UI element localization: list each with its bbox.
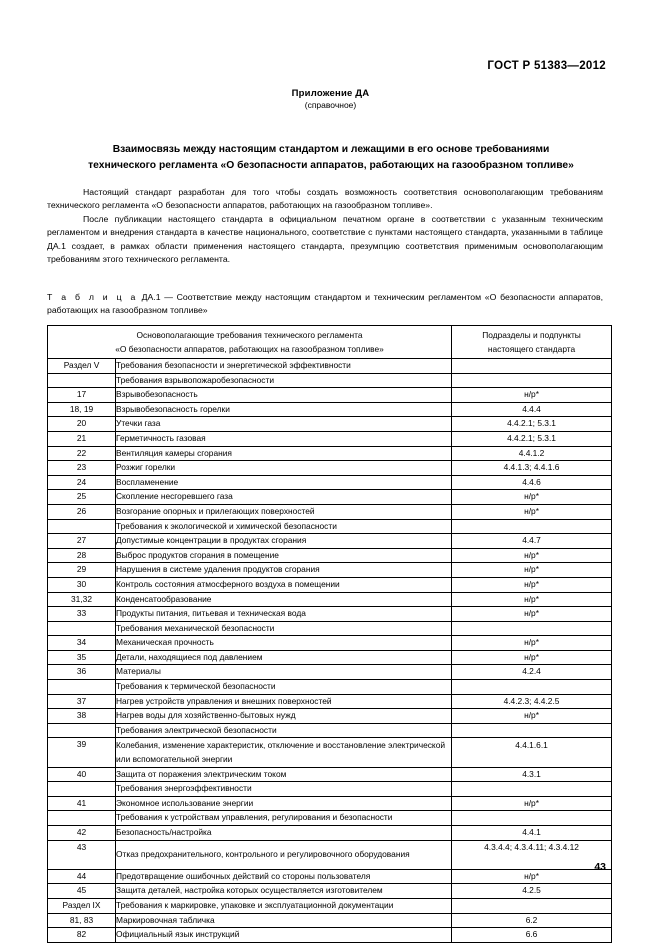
table-row — [48, 811, 612, 826]
cell-standard-clause — [452, 782, 612, 797]
cell-standard-clause: н/р* — [452, 388, 612, 403]
table-row — [48, 796, 612, 811]
table-row — [48, 563, 612, 578]
cell-standard-clause: н/р* — [452, 490, 612, 505]
cell-standard-clause — [452, 519, 612, 534]
cell-standard-clause: 4.2.5 — [452, 884, 612, 899]
cell-requirement-text: Защита от поражения электрическим током — [116, 767, 452, 782]
cell-standard-clause: 4.3.4.4; 4.3.4.11; 4.3.4.12 — [452, 840, 612, 869]
header-references-line-1: Подразделы и подпункты — [482, 329, 581, 340]
table-row — [48, 461, 612, 476]
table-row — [48, 869, 612, 884]
running-head: ГОСТ Р 51383—2012 — [487, 60, 606, 72]
annex-heading — [0, 88, 661, 110]
table-header-row — [48, 326, 612, 359]
cell-standard-clause: н/р* — [452, 869, 612, 884]
table-row — [48, 621, 612, 636]
table-caption-number: ДА.1 — [141, 292, 161, 302]
cell-regulation-number: 42 — [48, 826, 116, 841]
cell-regulation-number: Раздел V — [48, 359, 116, 374]
cell-standard-clause: н/р* — [452, 504, 612, 519]
cell-requirement-text: Розжиг горелки — [116, 461, 452, 476]
table-row — [48, 665, 612, 680]
cell-standard-clause: 4.4.1 — [452, 826, 612, 841]
table-row — [48, 826, 612, 841]
cell-requirement-text: Требования безопасности и энергетической эффективности — [116, 359, 452, 374]
cell-requirement-text: Предотвращение ошибочных действий со стороны пользователя — [116, 869, 452, 884]
cell-requirement-text: Контроль состояния атмосферного воздуха в помещении — [116, 577, 452, 592]
cell-requirement-text: Выброс продуктов сгорания в помещение — [116, 548, 452, 563]
cell-standard-clause: н/р* — [452, 548, 612, 563]
table-row — [48, 548, 612, 563]
cell-standard-clause: н/р* — [452, 592, 612, 607]
cell-regulation-number — [48, 373, 116, 388]
cell-regulation-number: 25 — [48, 490, 116, 505]
cell-regulation-number: 38 — [48, 709, 116, 724]
cell-standard-clause — [452, 621, 612, 636]
cell-regulation-number — [48, 723, 116, 738]
cell-requirement-text: Нарушения в системе удаления продуктов сгорания — [116, 563, 452, 578]
cell-requirement-text: Воспламенение — [116, 475, 452, 490]
annex-title: Приложение ДА — [291, 88, 370, 99]
page-number: 43 — [594, 861, 606, 873]
cell-regulation-number — [48, 519, 116, 534]
table-row — [48, 373, 612, 388]
cell-requirement-text: Возгорание опорных и прилегающих поверхностей — [116, 504, 452, 519]
cell-regulation-number: 82 — [48, 928, 116, 943]
cell-regulation-number: 36 — [48, 665, 116, 680]
cell-requirement-text: Вентиляция камеры сгорания — [116, 446, 452, 461]
table-row — [48, 738, 612, 767]
table-caption-label: Т а б л и ц а — [47, 292, 138, 302]
cell-standard-clause: н/р* — [452, 636, 612, 651]
table-row — [48, 417, 612, 432]
cell-regulation-number: 44 — [48, 869, 116, 884]
cell-regulation-number: 27 — [48, 534, 116, 549]
cell-regulation-number — [48, 782, 116, 797]
cell-standard-clause: 4.3.1 — [452, 767, 612, 782]
cell-requirement-text: Продукты питания, питьевая и техническая вода — [116, 607, 452, 622]
cell-requirement-group: Требования к термической безопасности — [116, 680, 452, 695]
cell-standard-clause: 4.4.1.6.1 — [452, 738, 612, 767]
cell-requirement-text: Официальный язык инструкций — [116, 928, 452, 943]
cell-regulation-number: 37 — [48, 694, 116, 709]
cell-regulation-number: Раздел IX — [48, 898, 116, 913]
cell-requirement-text: Маркировочная табличка — [116, 913, 452, 928]
cell-requirement-text: Конденсатообразование — [116, 592, 452, 607]
table-row — [48, 359, 612, 374]
header-requirements-line-2: «О безопасности аппаратов, работающих на газообразном топливе» — [115, 344, 384, 354]
cell-regulation-number — [48, 621, 116, 636]
cell-regulation-number: 41 — [48, 796, 116, 811]
table-row — [48, 709, 612, 724]
table-caption-text: — Соответствие между настоящим стандартом и техническим регламентом «О безопасности аппаратов, работающих на газообразном топливе» — [47, 292, 603, 315]
cell-standard-clause: н/р* — [452, 709, 612, 724]
table-row — [48, 607, 612, 622]
cell-standard-clause: н/р* — [452, 577, 612, 592]
header-requirements-line-1: Основополагающие требования технического регламента — [136, 329, 363, 340]
cell-standard-clause: 6.2 — [452, 913, 612, 928]
cell-requirement-text: Механическая прочность — [116, 636, 452, 651]
cell-requirement-text: Отказ предохранительного, контрольного и регулировочного оборудования — [116, 840, 452, 869]
cell-regulation-number — [48, 811, 116, 826]
table-row — [48, 650, 612, 665]
cell-regulation-number: 34 — [48, 636, 116, 651]
cell-regulation-number: 45 — [48, 884, 116, 899]
table-row — [48, 388, 612, 403]
cell-regulation-number: 29 — [48, 563, 116, 578]
cell-requirement-text: Допустимые концентрации в продуктах сгорания — [116, 534, 452, 549]
paragraph-2: После публикации настоящего стандарта в официальном печатном органе в соответствии с указанным техническим регламентом и внедрения стандарта в качестве национального, соответствие с пунктами настоящего стандарта, указанными в таблице ДА.1 создает, в рамках области применения настоящего стандарта, презумпцию соответствия применимым основополагающим требованиям этого технического регламента. — [47, 213, 603, 265]
cell-standard-clause — [452, 898, 612, 913]
cell-requirement-text: Взрывобезопасность — [116, 388, 452, 403]
cell-regulation-number — [48, 680, 116, 695]
cell-regulation-number: 20 — [48, 417, 116, 432]
cell-regulation-number: 31,32 — [48, 592, 116, 607]
cell-requirement-group: Требования энергоэффективности — [116, 782, 452, 797]
cell-standard-clause — [452, 811, 612, 826]
table-row — [48, 694, 612, 709]
cell-standard-clause: 4.4.2.1; 5.3.1 — [452, 431, 612, 446]
cell-requirement-text: Защита деталей, настройка которых осуществляется изготовителем — [116, 884, 452, 899]
cell-regulation-number: 22 — [48, 446, 116, 461]
table-row — [48, 475, 612, 490]
annex-subtitle: (справочное) — [304, 100, 357, 110]
cell-regulation-number: 39 — [48, 738, 116, 767]
cell-requirement-group: Требования механической безопасности — [116, 621, 452, 636]
cell-requirement-text: Экономное использование энергии — [116, 796, 452, 811]
cell-standard-clause: 4.4.1.2 — [452, 446, 612, 461]
intro-paragraphs — [47, 186, 603, 266]
table-row — [48, 519, 612, 534]
cell-standard-clause: н/р* — [452, 607, 612, 622]
cell-standard-clause: 4.4.2.1; 5.3.1 — [452, 417, 612, 432]
table-header — [48, 326, 612, 359]
table-row — [48, 431, 612, 446]
cell-standard-clause — [452, 723, 612, 738]
cell-requirement-text: Нагрев устройств управления и внешних поверхностей — [116, 694, 452, 709]
cell-regulation-number: 81, 83 — [48, 913, 116, 928]
table-row — [48, 884, 612, 899]
cell-requirement-text: Требования к маркировке, упаковке и эксплуатационной документации — [116, 898, 452, 913]
cell-requirement-text: Герметичность газовая — [116, 431, 452, 446]
page-title-line-1: Взаимосвязь между настоящим стандартом и лежащими в его основе требованиями — [112, 144, 550, 155]
paragraph-1: Настоящий стандарт разработан для того чтобы создать возможность соответствия основополагающим требованиям технического регламента «О безопасности аппаратов, работающих на газообразном топливе». — [47, 187, 603, 211]
cell-regulation-number: 43 — [48, 840, 116, 869]
cell-standard-clause: н/р* — [452, 650, 612, 665]
cell-regulation-number: 21 — [48, 431, 116, 446]
header-cell-requirements — [48, 326, 452, 359]
header-references-line-2: настоящего стандарта — [487, 344, 576, 354]
table-row — [48, 913, 612, 928]
table-da1 — [47, 325, 612, 943]
cell-standard-clause: 4.4.7 — [452, 534, 612, 549]
table-row — [48, 592, 612, 607]
cell-regulation-number: 23 — [48, 461, 116, 476]
cell-regulation-number: 18, 19 — [48, 402, 116, 417]
cell-requirement-group: Требования электрической безопасности — [116, 723, 452, 738]
cell-requirement-text: Колебания, изменение характеристик, отключение и восстановление электрической или вспомогательной энергии — [116, 738, 452, 767]
header-cell-references — [452, 326, 612, 359]
cell-requirement-text: Скопление несгоревшего газа — [116, 490, 452, 505]
cell-standard-clause — [452, 680, 612, 695]
cell-regulation-number: 30 — [48, 577, 116, 592]
table-row — [48, 504, 612, 519]
table-row — [48, 534, 612, 549]
table-row — [48, 446, 612, 461]
cell-standard-clause: 4.4.4 — [452, 402, 612, 417]
cell-standard-clause: н/р* — [452, 563, 612, 578]
cell-standard-clause — [452, 373, 612, 388]
table-body — [48, 359, 612, 943]
page-title-line-2: технического регламента «О безопасности аппаратов, работающих на газообразном топливе» — [88, 160, 574, 171]
cell-requirement-text: Утечки газа — [116, 417, 452, 432]
cell-requirement-group: Требования к экологической и химической безопасности — [116, 519, 452, 534]
cell-regulation-number: 26 — [48, 504, 116, 519]
page-title — [56, 142, 606, 174]
cell-requirement-text: Взрывобезопасность горелки — [116, 402, 452, 417]
table-row — [48, 840, 612, 869]
table-row — [48, 680, 612, 695]
table-row — [48, 782, 612, 797]
table-row — [48, 490, 612, 505]
cell-standard-clause: 4.2.4 — [452, 665, 612, 680]
table-row — [48, 723, 612, 738]
cell-requirement-text: Детали, находящиеся под давлением — [116, 650, 452, 665]
cell-regulation-number: 28 — [48, 548, 116, 563]
cell-requirement-text: Безопасность/настройка — [116, 826, 452, 841]
cell-regulation-number: 33 — [48, 607, 116, 622]
table-row — [48, 402, 612, 417]
cell-standard-clause: н/р* — [452, 796, 612, 811]
cell-regulation-number: 35 — [48, 650, 116, 665]
cell-regulation-number: 17 — [48, 388, 116, 403]
table-row — [48, 636, 612, 651]
table-row — [48, 898, 612, 913]
cell-regulation-number: 40 — [48, 767, 116, 782]
cell-requirement-text: Материалы — [116, 665, 452, 680]
cell-standard-clause: 4.4.1.3; 4.4.1.6 — [452, 461, 612, 476]
cell-standard-clause: 6.6 — [452, 928, 612, 943]
cell-regulation-number: 24 — [48, 475, 116, 490]
cell-requirement-text: Нагрев воды для хозяйственно-бытовых нужд — [116, 709, 452, 724]
cell-standard-clause: 4.4.2.3; 4.4.2.5 — [452, 694, 612, 709]
cell-requirement-group: Требования взрывопожаробезопасности — [116, 373, 452, 388]
table-da1-wrapper — [47, 325, 611, 943]
table-caption — [47, 291, 603, 316]
table-row — [48, 577, 612, 592]
cell-standard-clause: 4.4.6 — [452, 475, 612, 490]
table-row — [48, 767, 612, 782]
cell-standard-clause — [452, 359, 612, 374]
cell-requirement-group: Требования к устройствам управления, регулирования и безопасности — [116, 811, 452, 826]
